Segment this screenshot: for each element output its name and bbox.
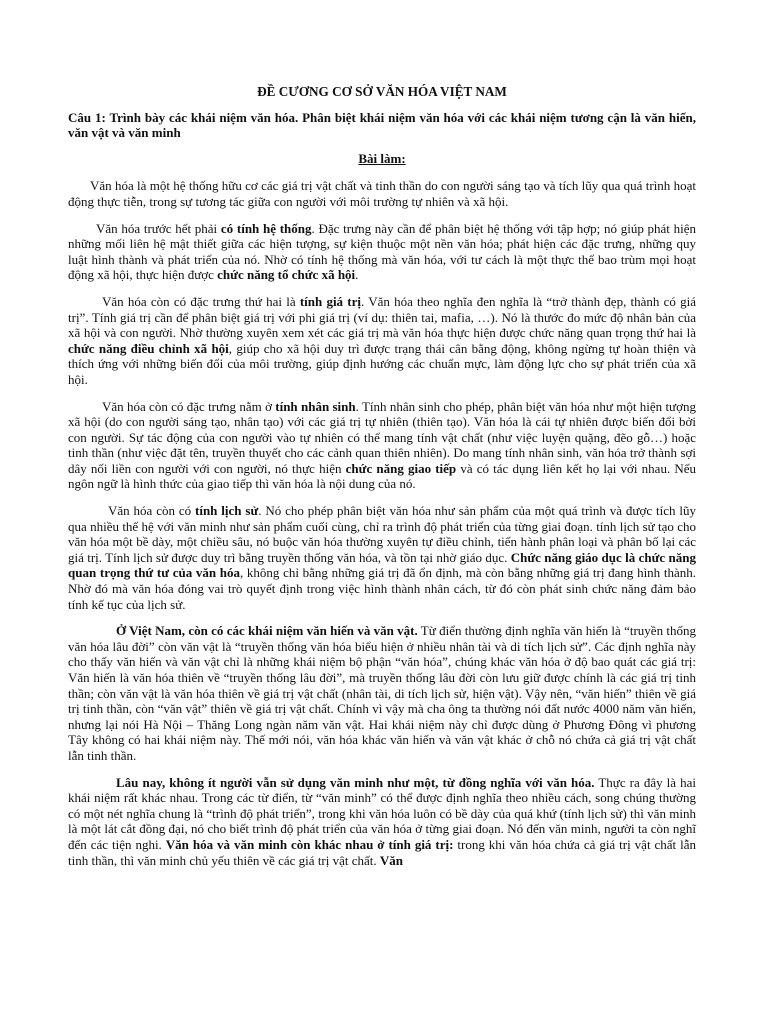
document-title: ĐỀ CƯƠNG CƠ SỞ VĂN HÓA VIỆT NAM — [257, 84, 507, 99]
bold-term: tính giá trị — [299, 293, 361, 309]
paragraph-text: , không chỉ bằng những giá trị đã ổn định, mà còn bằng những giá trị đang hình thành. Nhờ đó mà văn hóa đóng vai trò quyết định trong việc hình thành nhân cách, từ đó còn phát sinh chức năng đảm bảo tính kế tục của lịch sử. — [68, 565, 696, 612]
bold-term: chức năng giao tiếp — [345, 460, 457, 476]
bold-term: tính lịch sử — [195, 503, 259, 519]
paragraph-text: trong khi văn hóa chứa cả giá trị vật chất lẫn tinh thần, thì văn minh chủ yếu thiên về các giá trị vật chất. — [68, 836, 696, 868]
paragraph-van-minh — [68, 775, 696, 869]
bold-term: tính nhân sinh — [275, 398, 356, 414]
question-text: Câu 1: Trình bày các khái niệm văn hóa. Phân biệt khái niệm văn hóa với các khái niệm tương cận là văn hiến, văn vật và văn minh — [68, 109, 696, 141]
paragraph-text: . Tính nhân sinh cho phép, phân biệt văn hóa như một hiện tượng xã hội (do con người sáng tạo, nhân tạo) với các giá trị tự nhiên (thiên tạo). Văn hóa là cái tự nhiên được biến đổi bởi con người. Sự tác động của con người vào tự nhiên có thể mang tính vật chất (như việc luyện quặng, đẽo gỗ…) hoặc tinh thần (như việc đặt tên, truyền thuyết cho các cảnh quan thiên nhiên). Do mang tính nhân sinh, văn hóa trở thành sợi dây nối liền con người với con người, nó thực hiện — [68, 398, 696, 476]
paragraph-text: và có tác dụng liên kết họ lại với nhau. Nếu ngôn ngữ là hình thức của giao tiếp thì văn hóa là nội dung của nó. — [68, 460, 696, 492]
bold-term: Ở Việt Nam, còn có các khái niệm văn hiến và văn vật. — [116, 623, 418, 639]
paragraph-text: . Văn hóa theo nghĩa đen nghĩa là “trở thành đẹp, thành có giá trị”. Tính giá trị cần để phân biệt giá trị với phi giá trị (ví dụ: thiên tai, mafia, …). Nó là thước đo mức độ nhân bản của xã hội và con người. Nhờ thường xuyên xem xét các giá trị mà văn hóa thực hiện được chức năng quan trọng thứ hai là — [68, 293, 696, 341]
paragraph-text: Văn hóa còn có đặc trưng nằm ở — [102, 398, 276, 414]
paragraph-text: , giúp cho xã hội duy trì được trạng thái cân bằng động, không ngừng tự hoàn thiện và thích ứng với những biến đổi của môi trường, giúp định hướng các chuẩn mực, làm động lực cho sự phát triển của xã hội. — [68, 340, 696, 387]
bold-term: Lâu nay, không ít người vẫn sử dụng văn minh như một, từ đồng nghĩa với văn hóa. — [116, 774, 595, 790]
bold-term: Văn — [379, 852, 404, 868]
paragraph-culture-definition — [68, 178, 696, 209]
paragraph-text: Văn hóa là một hệ thống hữu cơ các giá trị vật chất và tinh thần do con người sáng tạo và tích lũy qua quá trình hoạt động thực tiễn, trong sự tương tác giữa con người với môi trường tự nhiên và xã hội. — [68, 178, 696, 209]
paragraph-humanity — [68, 399, 696, 493]
paragraph-text: Văn hóa trước hết phải — [96, 220, 221, 236]
bold-term: Văn hóa và văn minh còn khác nhau ở tính giá trị: — [165, 836, 454, 852]
bold-term: Chức năng giáo dục là chức năng quan trọng thứ tư của văn hóa — [68, 549, 696, 581]
paragraph-text: . — [355, 267, 359, 283]
paragraph-van-hien-van-vat — [68, 623, 696, 763]
bold-term: chức năng tổ chức xã hội — [217, 267, 356, 283]
paragraph-text: . Nó cho phép phân biệt văn hóa như sản phẩm của một quá trình và được tích lũy qua nhiều thế hệ với văn minh như sản phẩm cuối cùng, chỉ ra trình độ phát triển của từng giai đoạn. tính lịch sử tạo cho văn hóa một bề dày, một chiều sâu, nó buộc văn hóa thường xuyên tự điều chỉnh, tiến hành phân loại và phân bố lại các giá trị. Tính lịch sử được duy trì bằng truyền thống văn hóa, và tồn tại nhờ giáo dục. — [68, 503, 696, 565]
answer-heading: Bài làm: — [358, 150, 406, 166]
paragraph-text: . Đặc trưng này cần để phân biệt hệ thống với tập hợp; nó giúp phát hiện những mối liên hệ mật thiết giữa các hiện tượng, sự kiện thuộc một nền văn hóa; phát hiện các đặc trưng, những quy luật hình thành và phát triển của nó. Nhờ có tính hệ thống mà văn hóa, với tư cách là một thực thể bao trùm mọi hoạt động xã hội, thực hiện được — [68, 220, 697, 283]
bold-term: chức năng điều chỉnh xã hội — [68, 340, 229, 356]
paragraph-text: Văn hóa còn có đặc trưng thứ hai là — [102, 293, 300, 309]
paragraph-value — [68, 294, 696, 388]
paragraph-history — [68, 503, 696, 612]
paragraph-text: Từ điển thường định nghĩa văn hiến là “truyền thống văn hóa lâu đời” còn văn vật là “truyền thống văn hóa biểu hiện ở nhiều nhân tài và di tích lịch sử”. Các định nghĩa này cho thấy văn hiến và văn vật chỉ là những khái niệm bộ phận “văn hóa”, chúng khác văn hóa ở độ bao quát các giá trị: Văn hiến là văn hóa thiên về “truyền thống lâu đời”, mà truyền thống lâu đời còn lưu giữ được chính là các giá trị tinh thần; còn văn vật là văn hóa thiên về giá trị vật chất (nhân tài, di tích lịch sử, hiện vật). Vậy nên, “văn hiến” thiên về giá trị tinh thần, còn “văn vật” thiên về giá trị vật chất. Chính vì vậy mà cha ông ta thường nói đất nước 4000 năm văn hiến, nhưng lại nói Hà Nội – Thăng Long ngàn năm văn vật. Hai khái niệm này chỉ được dùng ở Phương Đông vì phương Tây không có hai khái niệm này. Thế mới nói, văn hóa khác văn hiến và văn vật khác ở chỗ nó chứa cả giá trị vật chất lẫn tinh thần. — [68, 623, 696, 763]
bold-term: có tính hệ thống — [220, 220, 312, 236]
paragraph-text: Thực ra đây là hai khái niệm rất khác nhau. Trong các từ điển, từ “văn minh” có thể được định nghĩa theo nhiều cách, song chúng thường có một nét nghĩa chung là “trình độ phát triển”, trong khi văn hóa luôn có bề dày của quá khứ (tính lịch sử) thì văn minh là một lát cắt đồng đại, nó cho biết trình độ phát triển của văn hóa ở từng giai đoạn. Nó đến văn minh, người ta còn nghĩ đến các tiện nghi. — [68, 774, 696, 852]
paragraph-systematic — [68, 221, 696, 283]
paragraph-text: Văn hóa còn có — [108, 503, 195, 519]
